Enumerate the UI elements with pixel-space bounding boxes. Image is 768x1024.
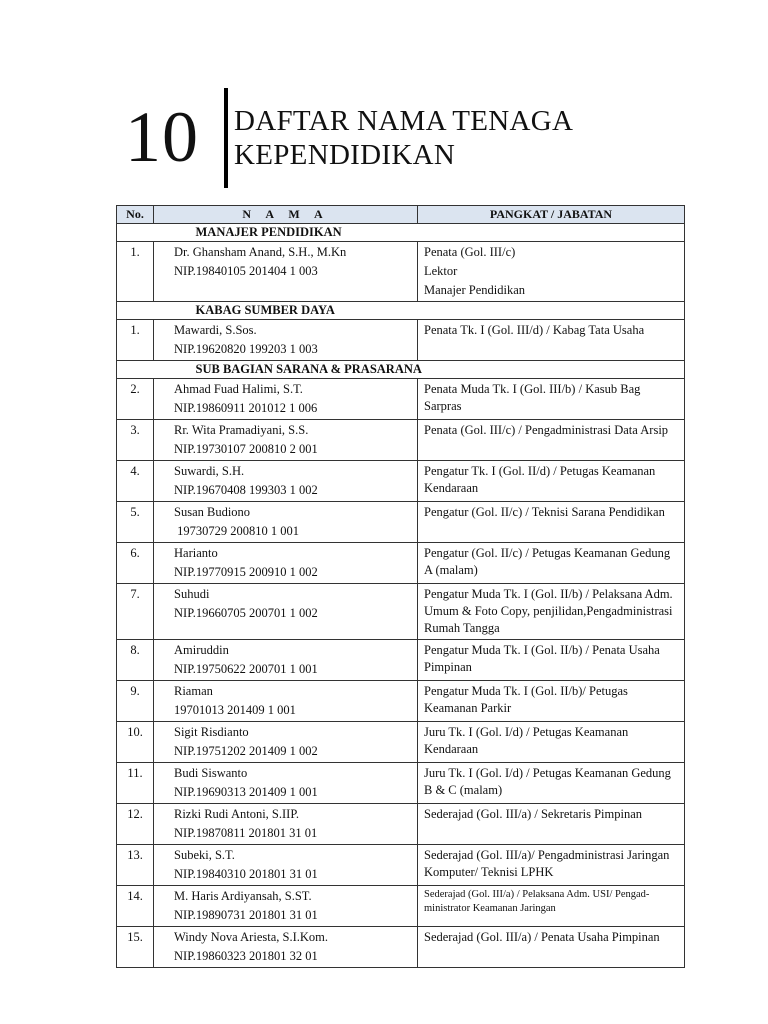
staff-position-line: Juru Tk. I (Gol. I/d) / Petugas Keamanan Kendaraan: [424, 725, 629, 756]
section-row: [117, 224, 685, 242]
staff-nip: NIP.19751202 201409 1 002: [174, 744, 318, 758]
staff-nip: NIP.19840310 201801 31 01: [174, 867, 318, 881]
section-title: SUB BAGIAN SARANA & PRASARANA: [154, 361, 685, 379]
table-row: [117, 584, 685, 640]
staff-nip: NIP.19860911 201012 1 006: [174, 401, 318, 415]
staff-name-cell: [154, 242, 418, 302]
row-number: 12.: [117, 804, 154, 845]
staff-name: Budi Siswanto: [174, 766, 248, 780]
staff-position-cell: [418, 242, 685, 302]
chapter-title-line-1: DAFTAR NAMA TENAGA: [234, 105, 574, 137]
staff-position-line: Penata Tk. I (Gol. III/d) / Kabag Tata Usaha: [424, 323, 645, 337]
staff-nip: NIP.19730107 200810 2 001: [174, 442, 318, 456]
staff-name-cell: [154, 461, 418, 502]
staff-name: Subeki, S.T.: [174, 848, 235, 862]
section-no-cell: [117, 224, 154, 242]
staff-nip: NIP.19690313 201409 1 001: [174, 785, 318, 799]
row-number: 1.: [117, 242, 154, 302]
staff-position-line: Lektor: [424, 264, 458, 278]
section-no-cell: [117, 361, 154, 379]
row-number: 15.: [117, 927, 154, 968]
staff-name: Sigit Risdianto: [174, 725, 249, 739]
staff-name: M. Haris Ardiyansah, S.ST.: [174, 889, 312, 903]
row-number: 6.: [117, 543, 154, 584]
table-row: [117, 420, 685, 461]
section-title: KABAG SUMBER DAYA: [154, 302, 685, 320]
staff-table-body: [117, 224, 685, 968]
staff-position-cell: [418, 681, 685, 722]
staff-nip: NIP.19840105 201404 1 003: [174, 264, 318, 278]
staff-name-cell: [154, 927, 418, 968]
staff-name: Rizki Rudi Antoni, S.IIP.: [174, 807, 300, 821]
chapter-title-line-2: KEPENDIDIKAN: [234, 139, 456, 171]
staff-name-cell: [154, 722, 418, 763]
staff-position-line: Sederajad (Gol. III/a) / Penata Usaha Pimpinan: [424, 930, 660, 944]
staff-name-cell: [154, 681, 418, 722]
staff-name-cell: [154, 640, 418, 681]
staff-position-cell: [418, 320, 685, 361]
staff-name: Mawardi, S.Sos.: [174, 323, 257, 337]
staff-name-cell: [154, 543, 418, 584]
staff-position-line: Sederajad (Gol. III/a)/ Pengadministrasi Jaringan Komputer/ Teknisi LPHK: [424, 848, 670, 879]
staff-nip: NIP.19890731 201801 31 01: [174, 908, 318, 922]
staff-name: Windy Nova Ariesta, S.I.Kom.: [174, 930, 328, 944]
table-row: [117, 242, 685, 302]
staff-position-line: Pengatur Muda Tk. I (Gol. II/b) / Penata Usaha Pimpinan: [424, 643, 660, 674]
staff-nip: NIP.19670408 199303 1 002: [174, 483, 318, 497]
section-row: [117, 361, 685, 379]
row-number: 1.: [117, 320, 154, 361]
staff-position-line: Sederajad (Gol. III/a) / Pelaksana Adm. USI/ Pengad-ministrator Keamanan Jaringan: [424, 889, 650, 914]
table-row: [117, 461, 685, 502]
staff-name-cell: [154, 845, 418, 886]
staff-name-cell: [154, 379, 418, 420]
staff-name: Riaman: [174, 684, 213, 698]
staff-name-cell: [154, 320, 418, 361]
header-no: No.: [117, 206, 154, 224]
staff-name-cell: [154, 886, 418, 927]
staff-nip: NIP.19620820 199203 1 003: [174, 342, 318, 356]
staff-name-cell: [154, 502, 418, 543]
row-number: 8.: [117, 640, 154, 681]
staff-position-line: Pengatur Muda Tk. I (Gol. II/b) / Pelaksana Adm. Umum & Foto Copy, penjilidan,Pengadministrasi Rumah Tangga: [424, 587, 673, 635]
row-number: 7.: [117, 584, 154, 640]
chapter-divider: [224, 88, 228, 188]
staff-position-cell: [418, 886, 685, 927]
staff-name: Rr. Wita Pramadiyani, S.S.: [174, 423, 309, 437]
table-header-row: [117, 206, 685, 224]
row-number: 13.: [117, 845, 154, 886]
row-number: 14.: [117, 886, 154, 927]
staff-position-cell: [418, 584, 685, 640]
row-number: 3.: [117, 420, 154, 461]
staff-nip: 19730729 200810 1 001: [174, 524, 299, 538]
staff-position-cell: [418, 640, 685, 681]
staff-position-line: Manajer Pendidikan: [424, 283, 526, 297]
staff-name: Susan Budiono: [174, 505, 251, 519]
staff-name-cell: [154, 763, 418, 804]
staff-position-cell: [418, 722, 685, 763]
staff-position-cell: [418, 927, 685, 968]
table-row: [117, 543, 685, 584]
staff-name: Dr. Ghansham Anand, S.H., M.Kn: [174, 245, 347, 259]
row-number: 5.: [117, 502, 154, 543]
staff-nip: NIP.19870811 201801 31 01: [174, 826, 318, 840]
staff-position-cell: [418, 379, 685, 420]
table-row: [117, 927, 685, 968]
staff-nip: NIP.19750622 200701 1 001: [174, 662, 318, 676]
table-row: [117, 502, 685, 543]
staff-name: Suhudi: [174, 587, 210, 601]
row-number: 9.: [117, 681, 154, 722]
staff-nip: NIP.19860323 201801 32 01: [174, 949, 318, 963]
table-row: [117, 763, 685, 804]
staff-position-line: Pengatur (Gol. II/c) / Teknisi Sarana Pendidikan: [424, 505, 665, 519]
staff-position-line: Penata (Gol. III/c): [424, 245, 516, 259]
chapter-number: 10: [125, 97, 199, 177]
row-number: 10.: [117, 722, 154, 763]
staff-position-cell: [418, 543, 685, 584]
table-row: [117, 804, 685, 845]
staff-nip: NIP.19660705 200701 1 002: [174, 606, 318, 620]
staff-position-cell: [418, 763, 685, 804]
staff-name: Amiruddin: [174, 643, 229, 657]
header-jabatan: PANGKAT / JABATAN: [418, 206, 685, 224]
staff-position-cell: [418, 502, 685, 543]
staff-position-line: Juru Tk. I (Gol. I/d) / Petugas Keamanan Gedung B & C (malam): [424, 766, 671, 797]
table-row: [117, 886, 685, 927]
staff-position-cell: [418, 804, 685, 845]
section-row: [117, 302, 685, 320]
staff-position-line: Sederajad (Gol. III/a) / Sekretaris Pimpinan: [424, 807, 642, 821]
row-number: 11.: [117, 763, 154, 804]
table-row: [117, 320, 685, 361]
staff-position-line: Pengatur Tk. I (Gol. II/d) / Petugas Keamanan Kendaraan: [424, 464, 656, 495]
staff-position-cell: [418, 461, 685, 502]
page-heading: [0, 0, 768, 200]
staff-position-line: Penata (Gol. III/c) / Pengadministrasi Data Arsip: [424, 423, 669, 437]
staff-nip: 19701013 201409 1 001: [174, 703, 296, 717]
row-number: 4.: [117, 461, 154, 502]
row-number: 2.: [117, 379, 154, 420]
staff-nip: NIP.19770915 200910 1 002: [174, 565, 318, 579]
table-row: [117, 640, 685, 681]
staff-position-cell: [418, 420, 685, 461]
chapter-title: [234, 104, 573, 172]
staff-position-line: Penata Muda Tk. I (Gol. III/b) / Kasub Bag Sarpras: [424, 382, 641, 413]
staff-position-cell: [418, 845, 685, 886]
staff-name-cell: [154, 584, 418, 640]
staff-name: Suwardi, S.H.: [174, 464, 245, 478]
staff-name: Harianto: [174, 546, 218, 560]
header-nama: N A M A: [154, 206, 418, 224]
staff-position-line: Pengatur (Gol. II/c) / Petugas Keamanan Gedung A (malam): [424, 546, 671, 577]
table-row: [117, 722, 685, 763]
staff-position-line: Pengatur Muda Tk. I (Gol. II/b)/ Petugas Keamanan Parkir: [424, 684, 628, 715]
staff-name-cell: [154, 804, 418, 845]
table-row: [117, 845, 685, 886]
staff-name: Ahmad Fuad Halimi, S.T.: [174, 382, 303, 396]
section-no-cell: [117, 302, 154, 320]
table-row: [117, 681, 685, 722]
table-row: [117, 379, 685, 420]
staff-name-cell: [154, 420, 418, 461]
section-title: MANAJER PENDIDIKAN: [154, 224, 685, 242]
staff-table: [116, 205, 685, 968]
